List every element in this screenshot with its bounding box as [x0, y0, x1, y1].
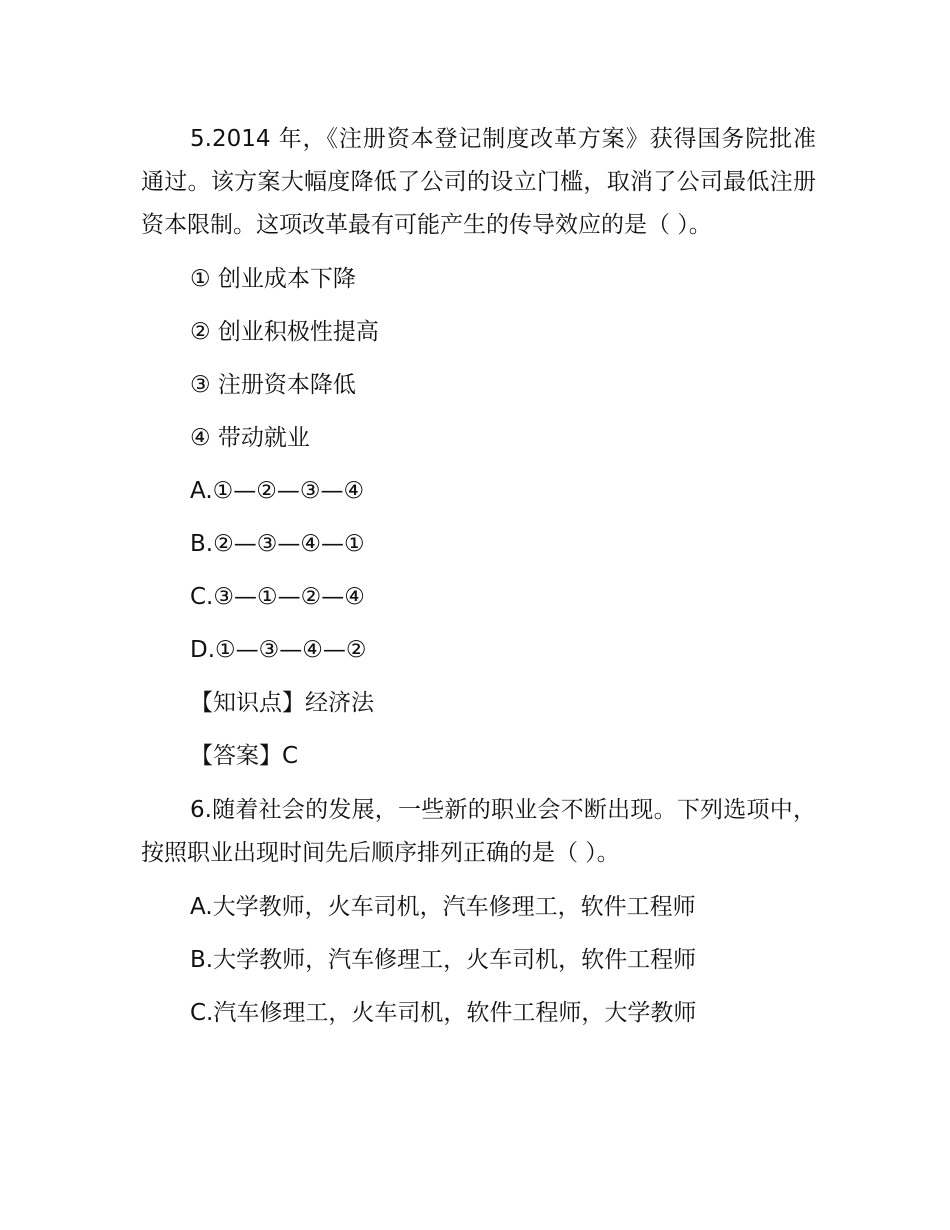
question-5-option-b: B.②—③—④—①	[190, 531, 365, 557]
question-5-option-a: A.①—②—③—④	[190, 478, 365, 504]
question-5-stem: 5.2014 年，《注册资本登记制度改革方案》获得国务院批准通过。该方案大幅度降低了公司的设立门槛，取消了公司最低注册资本限制。这项改革最有可能产生的传导效应的是（ ）。	[141, 126, 816, 238]
question-5-option-d: D.①—③—④—②	[190, 637, 367, 663]
question-5-item-2: ② 创业积极性提高	[190, 319, 379, 345]
question-5-answer: 【答案】C	[190, 743, 299, 769]
question-5-item-3: ③ 注册资本降低	[190, 372, 356, 398]
question-5-item-4: ④ 带动就业	[190, 425, 310, 451]
question-6-option-b: B.大学教师，汽车修理工，火车司机，软件工程师	[190, 947, 697, 973]
question-6-option-a: A.大学教师，火车司机，汽车修理工，软件工程师	[190, 894, 696, 920]
question-6-stem: 6.随着社会的发展，一些新的职业会不断出现。下列选项中，按照职业出现时间先后顺序排列正确的是（ ）。	[141, 797, 816, 866]
question-6-option-c: C.汽车修理工，火车司机，软件工程师，大学教师	[190, 1000, 697, 1026]
question-5-knowledge-point: 【知识点】经济法	[190, 690, 374, 716]
question-5-item-1: ① 创业成本下降	[190, 266, 356, 292]
question-5-option-c: C.③—①—②—④	[190, 584, 365, 610]
document-content	[141, 118, 816, 1040]
